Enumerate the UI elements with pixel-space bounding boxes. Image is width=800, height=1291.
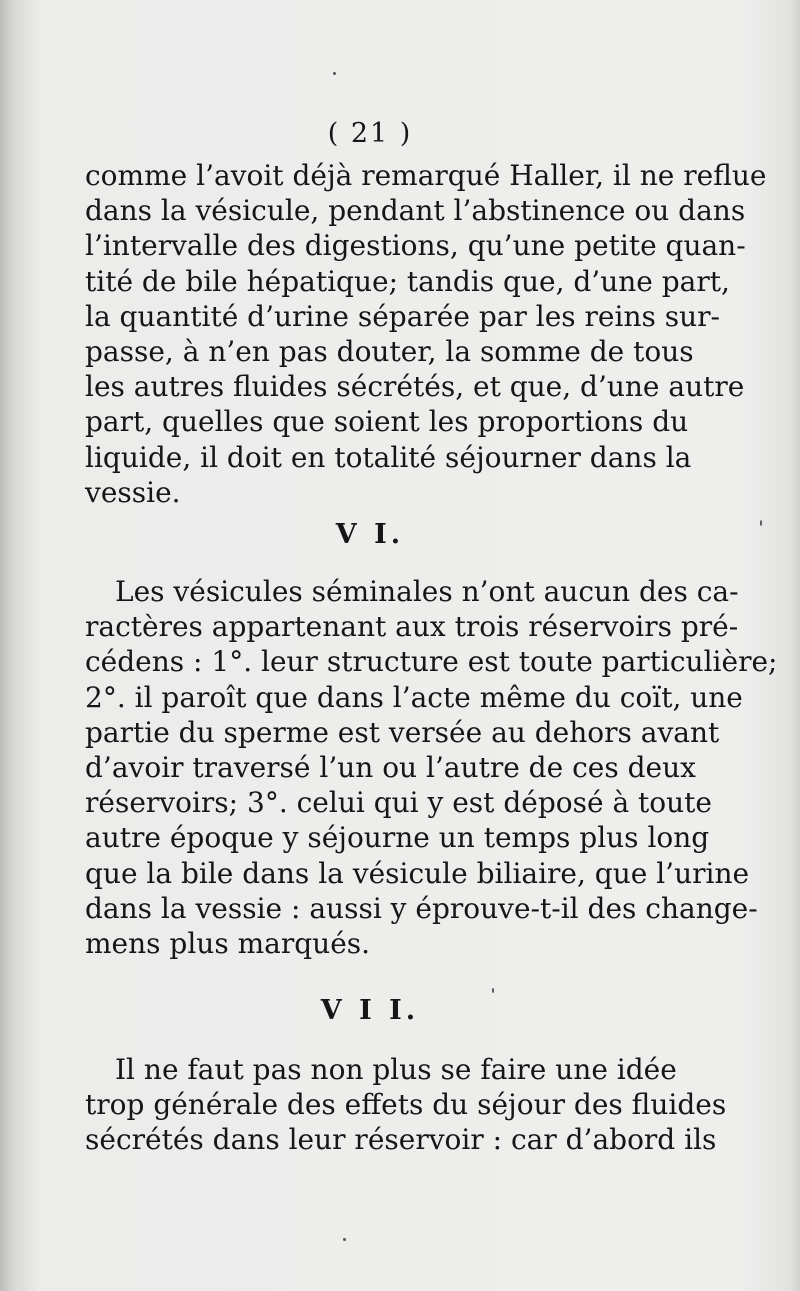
text-line: tité de bile hépatique; tandis que, d’une part, [85,264,730,298]
text-line: trop générale des effets du séjour des fluides [85,1088,727,1122]
paragraph-2 [85,574,778,961]
paragraph-1 [85,158,767,510]
page-number: ( 21 ) [327,118,413,149]
text-line: sécrétés dans leur réservoir : car d’abord ils [85,1123,717,1157]
text-line: liquide, il doit en totalité séjourner dans la [85,440,692,474]
paper-speck [760,520,762,526]
text-line: les autres fluides sécrétés, et que, d’une autre [85,370,745,404]
text-line: cédens : 1°. leur structure est toute particulière; [85,645,778,679]
text-line: part, quelles que soient les proportions du [85,405,689,439]
text-line: Les vésicules séminales n’ont aucun des ca- [115,575,739,608]
text-line: ractères appartenant aux trois réservoirs pré- [85,610,739,644]
text-line: vessie. [85,475,181,509]
text-line: comme l’avoit déjà remarqué Haller, il ne reflue [85,159,767,192]
text-line: que la bile dans la vésicule biliaire, que l’urine [85,856,750,890]
paragraph-3 [85,1052,727,1158]
text-line: la quantité d’urine séparée par les reins sur- [85,299,721,333]
section-heading-vi: V I. [335,519,405,550]
text-line: dans la vessie : aussi y éprouve-t-il des change- [85,891,758,925]
text-line: Il ne faut pas non plus se faire une idée [115,1053,677,1086]
section-heading-vii: V I I. [320,995,420,1026]
paper-speck [343,1238,346,1241]
text-line: 2°. il paroît que dans l’acte même du coït, une [85,680,743,714]
text-line: réservoirs; 3°. celui qui y est déposé à toute [85,786,713,820]
text-line: d’avoir traversé l’un ou l’autre de ces deux [85,751,696,785]
text-line: partie du sperme est versée au dehors avant [85,715,720,749]
text-line: autre époque y séjourne un temps plus long [85,821,710,855]
text-line: l’intervalle des digestions, qu’une petite quan- [85,229,746,263]
paper-speck [333,72,336,75]
text-line: mens plus marqués. [85,927,371,961]
text-line: passe, à n’en pas douter, la somme de tous [85,335,694,369]
paper-speck [492,988,494,993]
text-line: dans la vésicule, pendant l’abstinence ou dans [85,194,746,228]
